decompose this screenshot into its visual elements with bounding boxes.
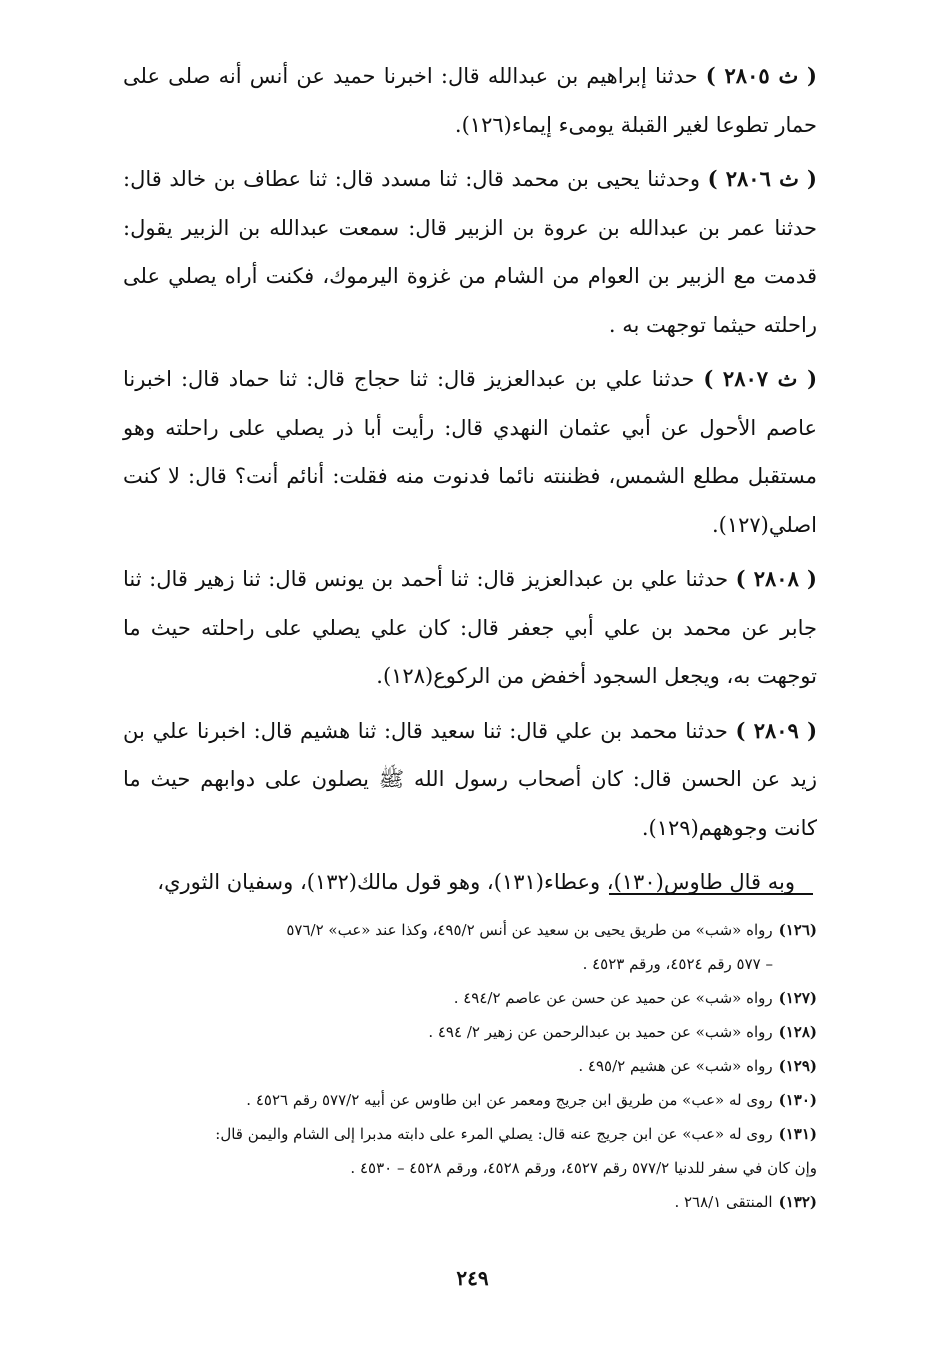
footnote-text: رواه «شب» عن هشيم ٤٩٥/٢ . [578, 1057, 773, 1075]
hadith-number: ( ث ٢٨٠٥ ) [705, 63, 817, 88]
footnote-132 [117, 1185, 817, 1219]
hadith-number: ( ٢٨٠٩ ) [735, 717, 818, 743]
footnotes [117, 913, 817, 1219]
hadith-number: ( ٢٨٠٨ ) [735, 566, 817, 591]
footnote-127 [117, 981, 817, 1015]
footnote-number: (١٣٢) [778, 1193, 817, 1211]
footnote-text: رواه «شب» عن حميد عن حسن عن عاصم ٤٩٤/٢ . [453, 989, 773, 1007]
paragraph-text: وحدثنا يحيى بن محمد قال: ثنا مسدد قال: ثنا عطاف بن خالد قال: حدثنا عمر بن عبدالله بن عروة بن الزبير قال: سمعت عبدالله بن الزبير يقول: قدمت مع الزبير بن العوام من الشام من غزوة اليرموك، فكنت أراه يصلي على راحلته حيثما توجهت به . [123, 167, 817, 337]
hadith-number: ( ث ٢٨٠٦ ) [707, 166, 817, 191]
footnote-text: روى له «عب» عن ابن جريج عنه قال: يصلي المرء على دابته مدبرا إلى الشام واليمن قال: [215, 1125, 773, 1143]
paragraph-text: حدثنا محمد بن علي قال: ثنا سعيد قال: ثنا هشيم قال: اخبرنا علي بن زيد عن الحسن قال: كان أصحاب رسول الله ﷺ يصلون على دوابهم حيث ما كانت وجوههم(١٢٩). [123, 718, 817, 840]
footnote-text: رواه «شب» من طريق يحيى بن سعيد عن أنس ٤٩٥/٢، وكذا عند «عب» ٥٧٦/٢ [286, 921, 773, 939]
page-number: ٢٤٩ [456, 1266, 489, 1290]
paragraph-2806 [123, 155, 817, 349]
paragraph-text: حدثنا علي بن عبدالعزيز قال: ثنا أحمد بن يونس قال: ثنا زهير قال: ثنا جابر عن محمد بن علي أبي جعفر قال: كان علي يصلي على راحلته حيث ما توجهت به، ويجعل السجود أخفض من الركوع(١٢٨). [123, 567, 817, 688]
footnote-text: رواه «شب» عن حميد بن عبدالرحمن عن زهير ٢/ ٤٩٤ . [428, 1023, 773, 1041]
footnote-128 [117, 1015, 817, 1049]
footnote-text: روى له «عب» من طريق ابن جريج ومعمر عن ابن طاوس عن أبيه ٥٧٧/٢ رقم ٤٥٢٦ . [246, 1091, 773, 1109]
footnote-number: (١٢٧) [778, 989, 817, 1007]
paragraph-text: وبه قال طاوس(١٣٠)، وعطاء(١٣١)، وهو قول مالك(١٣٢)، وسفيان الثوري، [157, 870, 795, 894]
footnote-129 [117, 1049, 817, 1083]
paragraph-2805 [123, 52, 817, 149]
paragraph-2809 [123, 707, 817, 853]
footnote-130 [117, 1083, 817, 1117]
footnote-continuation: وإن كان في سفر للدنيا ٥٧٧/٢ رقم ٤٥٢٧، ورقم ٤٥٢٨، ورقم ٤٥٢٨ – ٤٥٣٠ . [350, 1159, 817, 1177]
paragraph-closing [123, 858, 817, 907]
paragraph-2807 [123, 355, 817, 549]
footnote-separator [609, 893, 813, 895]
footnote-number: (١٣١) [778, 1125, 817, 1143]
hadith-number: ( ث ٢٨٠٧ ) [703, 366, 817, 391]
main-text [123, 52, 817, 913]
paragraph-2808 [123, 555, 817, 701]
footnote-number: (١٢٨) [778, 1023, 817, 1041]
footnote-continuation: – ٥٧٧ رقم ٤٥٢٤، ورقم ٤٥٢٣ . [582, 955, 773, 973]
paragraph-text: حدثنا إبراهيم بن عبدالله قال: اخبرنا حميد عن أنس أنه صلى على حمار تطوعا لغير القبلة يومىء إيماء(١٢٦). [123, 64, 817, 137]
footnote-text: المنتقى ٢٦٨/١ . [674, 1193, 773, 1211]
footnote-126 [117, 913, 817, 981]
footnote-number: (١٣٠) [778, 1091, 817, 1109]
footnote-number: (١٢٦) [778, 921, 817, 939]
footnote-131 [117, 1117, 817, 1185]
paragraph-text: حدثنا علي بن عبدالعزيز قال: ثنا حجاج قال: ثنا حماد قال: اخبرنا عاصم الأحول عن أبي عثمان النهدي قال: رأيت أبا ذر يصلي على راحلته وهو مستقبل مطلع الشمس، فظننته نائما فدنوت منه فقلت: أنائم أنت؟ قال: لا كنت اصلي(١٢٧). [123, 367, 817, 537]
footnote-number: (١٢٩) [778, 1057, 817, 1075]
